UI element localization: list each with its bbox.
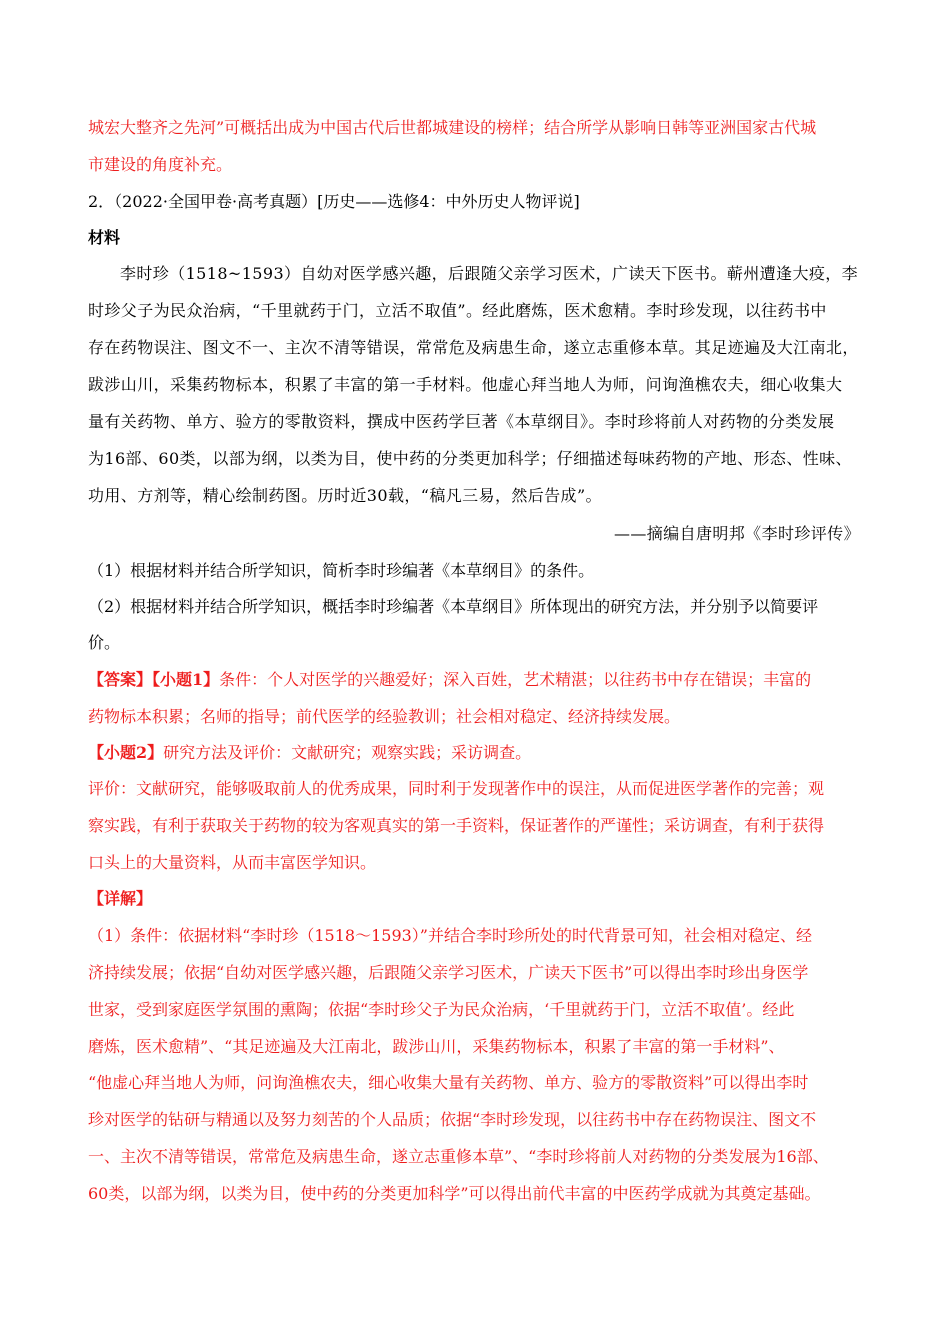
material-source: ——摘编自唐明邦《李时珍评传》	[613, 524, 860, 543]
material-line: 李时珍（1518~1593）自幼对医学感兴趣，后跟随父亲学习医术，广读天下医书。蕲州遭逢大疫，李	[120, 264, 859, 283]
material-line: 存在药物误注、图文不一、主次不清等错误，常常危及病患生命，遂立志重修本草。其足迹遍及大江南北，	[88, 338, 859, 357]
detail-line: 60类，以部为纲，以类为目，使中药的分类更加科学”可以得出前代丰富的中医药学成就为其奠定基础。	[88, 1184, 821, 1203]
sub-question-1-tag: 【小题1】	[152, 670, 220, 689]
detail-line: 磨炼，医术愈精”、“其足迹遍及大江南北，跋涉山川，采集药物标本，积累了丰富的第一手材料”、	[88, 1037, 785, 1056]
detail-line: 世家，受到家庭医学氛围的熏陶；依据“李时珍父子为民众治病，‘千里就药于门，立活不取值’。经此	[88, 1000, 795, 1019]
question-header: 2．（2022·全国甲卷·高考真题）[历史——选修4：中外历史人物评说]	[88, 192, 580, 211]
material-line: 为16部、60类，以部为纲，以类为目，使中药的分类更加科学；仔细描述每味药物的产地、形态、性味、	[88, 449, 852, 468]
sub-question-1-text: 条件：个人对医学的兴趣爱好；深入百姓，艺术精湛；以往药书中存在错误；丰富的	[219, 670, 812, 689]
question-1: （1）根据材料并结合所学知识，简析李时珍编著《本草纲目》的条件。	[88, 561, 595, 580]
evaluation-line: 评价：文献研究，能够吸取前人的优秀成果，同时利于发现著作中的误注，从而促进医学著作的完善；观	[88, 779, 825, 798]
material-label: 材料	[88, 228, 121, 247]
question-2-line-2: 价。	[88, 633, 121, 652]
detail-line: 珍对医学的钻研与精通以及努力刻苦的个人品质；依据“李时珍发现，以往药书中存在药物误注、图文不	[88, 1110, 817, 1129]
answer-tag: 【答案】	[88, 670, 153, 689]
detail-line: （1）条件：依据材料“李时珍（1518～1593）”并结合李时珍所处的时代背景可知，社会相对稳定、经	[88, 926, 812, 945]
material-line: 跋涉山川，采集药物标本，积累了丰富的第一手材料。他虚心拜当地人为师，问询渔樵农夫，细心收集大	[88, 375, 843, 394]
detail-tag: 【详解】	[88, 889, 153, 908]
evaluation-line: 口头上的大量资料，从而丰富医学知识。	[88, 853, 377, 872]
material-line: 时珍父子为民众治病，“千里就药于门，立活不取值”。经此磨炼，医术愈精。李时珍发现，以往药书中	[88, 301, 827, 320]
material-line: 功用、方剂等，精心绘制药图。历时近30载，“稿凡三易，然后告成”。	[88, 486, 602, 505]
answer-sub2	[88, 743, 531, 763]
carryover-line-2: 市建设的角度补充。	[88, 155, 233, 174]
sub-question-2-tag: 【小题2】	[88, 743, 164, 762]
answer-line-2: 药物标本积累；名师的指导；前代医学的经验教训；社会相对稳定、经济持续发展。	[88, 707, 681, 726]
detail-line: 一、主次不清等错误，常常危及病患生命，遂立志重修本草”、“李时珍将前人对药物的分类发展为16部、	[88, 1147, 829, 1166]
carryover-line-1: 城宏大整齐之先河”可概括出成为中国古代后世都城建设的榜样；结合所学从影响日韩等亚洲国家古代城	[88, 118, 817, 137]
question-2-line-1: （2）根据材料并结合所学知识，概括李时珍编著《本草纲目》所体现出的研究方法，并分别予以简要评	[88, 597, 819, 616]
answer-line-1	[88, 670, 811, 690]
evaluation-line: 察实践，有利于获取关于药物的较为客观真实的第一手资料，保证著作的严谨性；采访调查，有利于获得	[88, 816, 825, 835]
material-line: 量有关药物、单方、验方的零散资料，撰成中医药学巨著《本草纲目》。李时珍将前人对药物的分类发展	[88, 412, 835, 431]
detail-line: 济持续发展；依据“自幼对医学感兴趣，后跟随父亲学习医术，广读天下医书”可以得出李时珍出身医学	[88, 963, 809, 982]
detail-line: “他虚心拜当地人为师，问询渔樵农夫，细心收集大量有关药物、单方、验方的零散资料”可以得出李时	[88, 1073, 809, 1092]
sub-question-2-text: 研究方法及评价：文献研究；观察实践；采访调查。	[163, 743, 532, 762]
